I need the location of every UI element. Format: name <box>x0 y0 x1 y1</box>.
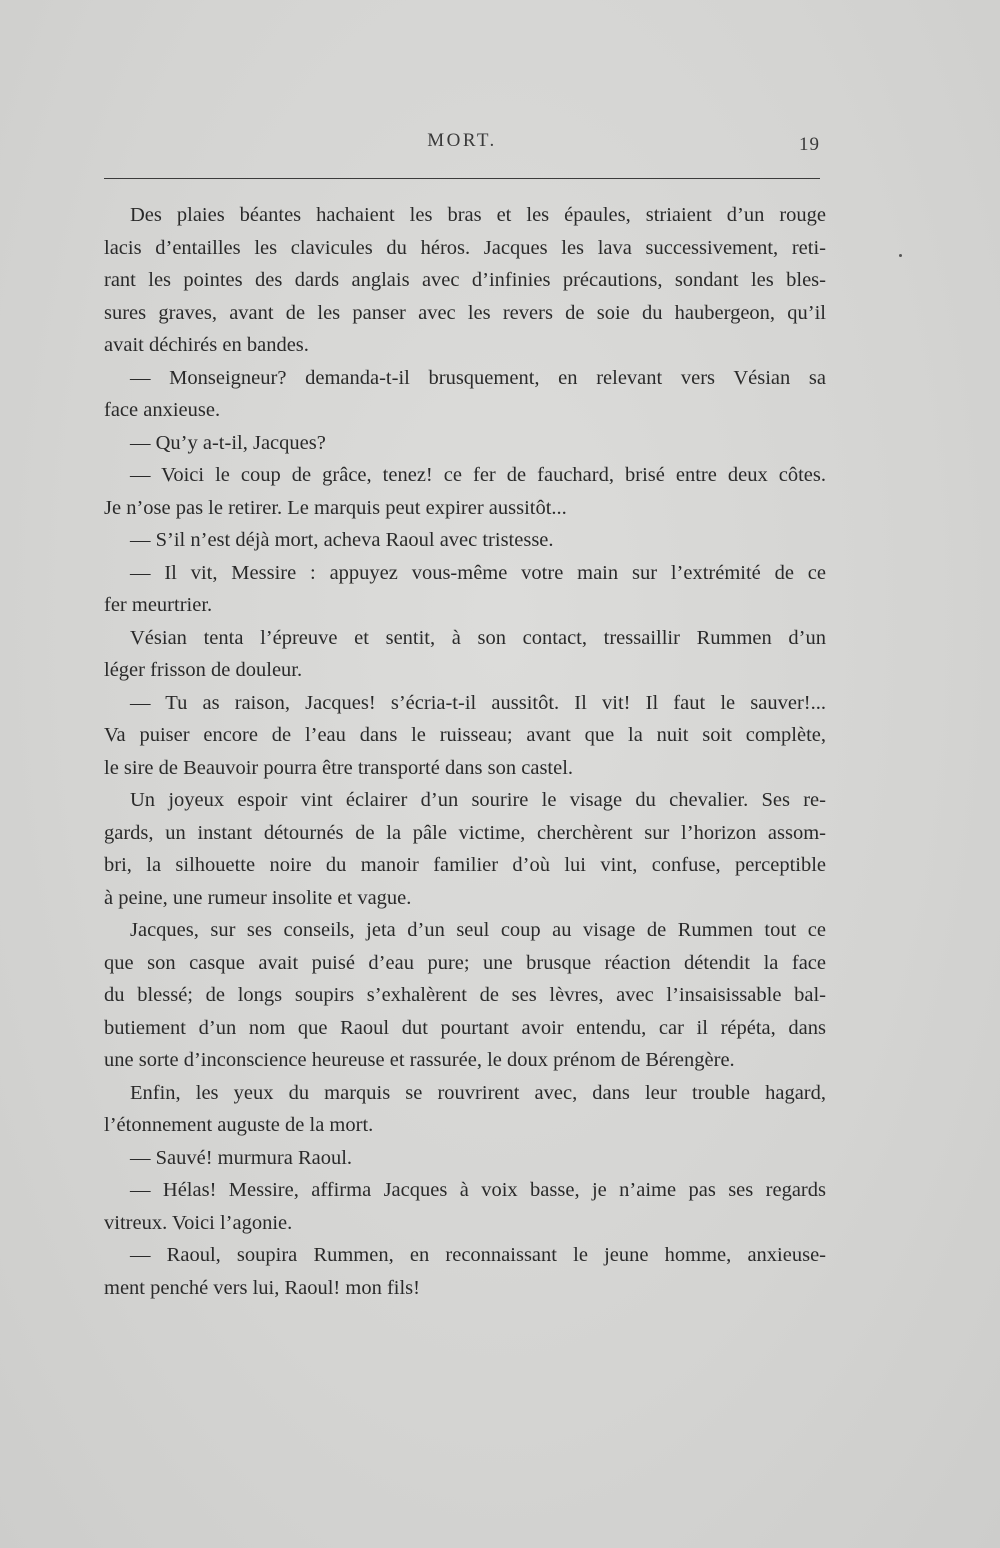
text-line: Un joyeux espoir vint éclairer d’un sourire le visage du chevalier. Ses re- <box>130 789 826 811</box>
margin-speck <box>899 254 902 257</box>
text-line: Des plaies béantes hachaient les bras et les épaules, striaient d’un rouge <box>130 204 826 226</box>
text-line: une sorte d’inconscience heureuse et rassurée, le doux prénom de Bérengère. <box>104 1049 735 1071</box>
text-line: butiement d’un nom que Raoul dut pourtant avoir entendu, car il répéta, dans <box>104 1016 826 1039</box>
text-line: — Qu’y a-t-il, Jacques? <box>130 431 326 454</box>
text-line: Jacques, sur ses conseils, jeta d’un seul coup au visage de Rummen tout ce <box>130 919 826 941</box>
page-number: 19 <box>799 134 820 155</box>
text-line: ment penché vers lui, Raoul! mon fils! <box>104 1276 420 1299</box>
text-line: vitreux. Voici l’agonie. <box>104 1211 293 1234</box>
running-head <box>104 130 820 160</box>
text-line: rant les pointes des dards anglais avec d’infinies précautions, sondant les bles- <box>104 269 826 291</box>
text-line: fer meurtrier. <box>104 594 213 616</box>
text-line: — Hélas! Messire, affirma Jacques à voix basse, je n’aime pas ses regards <box>130 1179 826 1201</box>
running-title: MORT. <box>427 130 497 151</box>
text-line: du blessé; de longs soupirs s’exhalèrent de ses lèvres, avec l’insaisissable bal- <box>104 984 826 1006</box>
text-line: léger frisson de douleur. <box>104 659 303 681</box>
text-line: — Tu as raison, Jacques! s’écria-t-il aussitôt. Il vit! Il faut le sauver!... <box>130 691 826 714</box>
text-line: l’étonnement auguste de la mort. <box>104 1114 374 1136</box>
body-text <box>104 199 826 1304</box>
text-line: Je n’ose pas le retirer. Le marquis peut expirer aussitôt... <box>104 496 567 519</box>
text-line: avait déchirés en bandes. <box>104 334 309 356</box>
text-line: à peine, une rumeur insolite et vague. <box>104 886 412 909</box>
text-line: Enfin, les yeux du marquis se rouvrirent avec, dans leur trouble hagard, <box>130 1081 826 1104</box>
text-line: — Sauvé! murmura Raoul. <box>130 1146 353 1169</box>
text-line: — Raoul, soupira Rummen, en reconnaissant le jeune homme, anxieuse- <box>130 1244 826 1266</box>
text-line: face anxieuse. <box>104 399 221 421</box>
text-line: — Monseigneur? demanda-t-il brusquement, en relevant vers Vésian sa <box>130 366 826 389</box>
text-line: — Voici le coup de grâce, tenez! ce fer de fauchard, brisé entre deux côtes. <box>130 464 826 486</box>
text-line: — S’il n’est déjà mort, acheva Raoul avec tristesse. <box>130 529 554 551</box>
text-line: le sire de Beauvoir pourra être transporté dans son castel. <box>104 756 574 779</box>
text-line: — Il vit, Messire : appuyez vous-même votre main sur l’extrémité de ce <box>130 561 826 584</box>
text-line: lacis d’entailles les clavicules du héros. Jacques les lava successivement, reti- <box>104 236 826 259</box>
header-rule <box>104 178 820 179</box>
text-line: Va puiser encore de l’eau dans le ruisseau; avant que la nuit soit complète, <box>104 724 826 746</box>
text-line: que son casque avait puisé d’eau pure; une brusque réaction détendit la face <box>104 951 826 974</box>
text-line: sures graves, avant de les panser avec les revers de soie du haubergeon, qu’il <box>104 301 826 324</box>
text-line: Vésian tenta l’épreuve et sentit, à son contact, tressaillir Rummen d’un <box>130 626 826 649</box>
text-line: bri, la silhouette noire du manoir familier d’où lui vint, confuse, perceptible <box>104 854 826 876</box>
text-line: gards, un instant détournés de la pâle victime, cherchèrent sur l’horizon assom- <box>104 821 826 844</box>
